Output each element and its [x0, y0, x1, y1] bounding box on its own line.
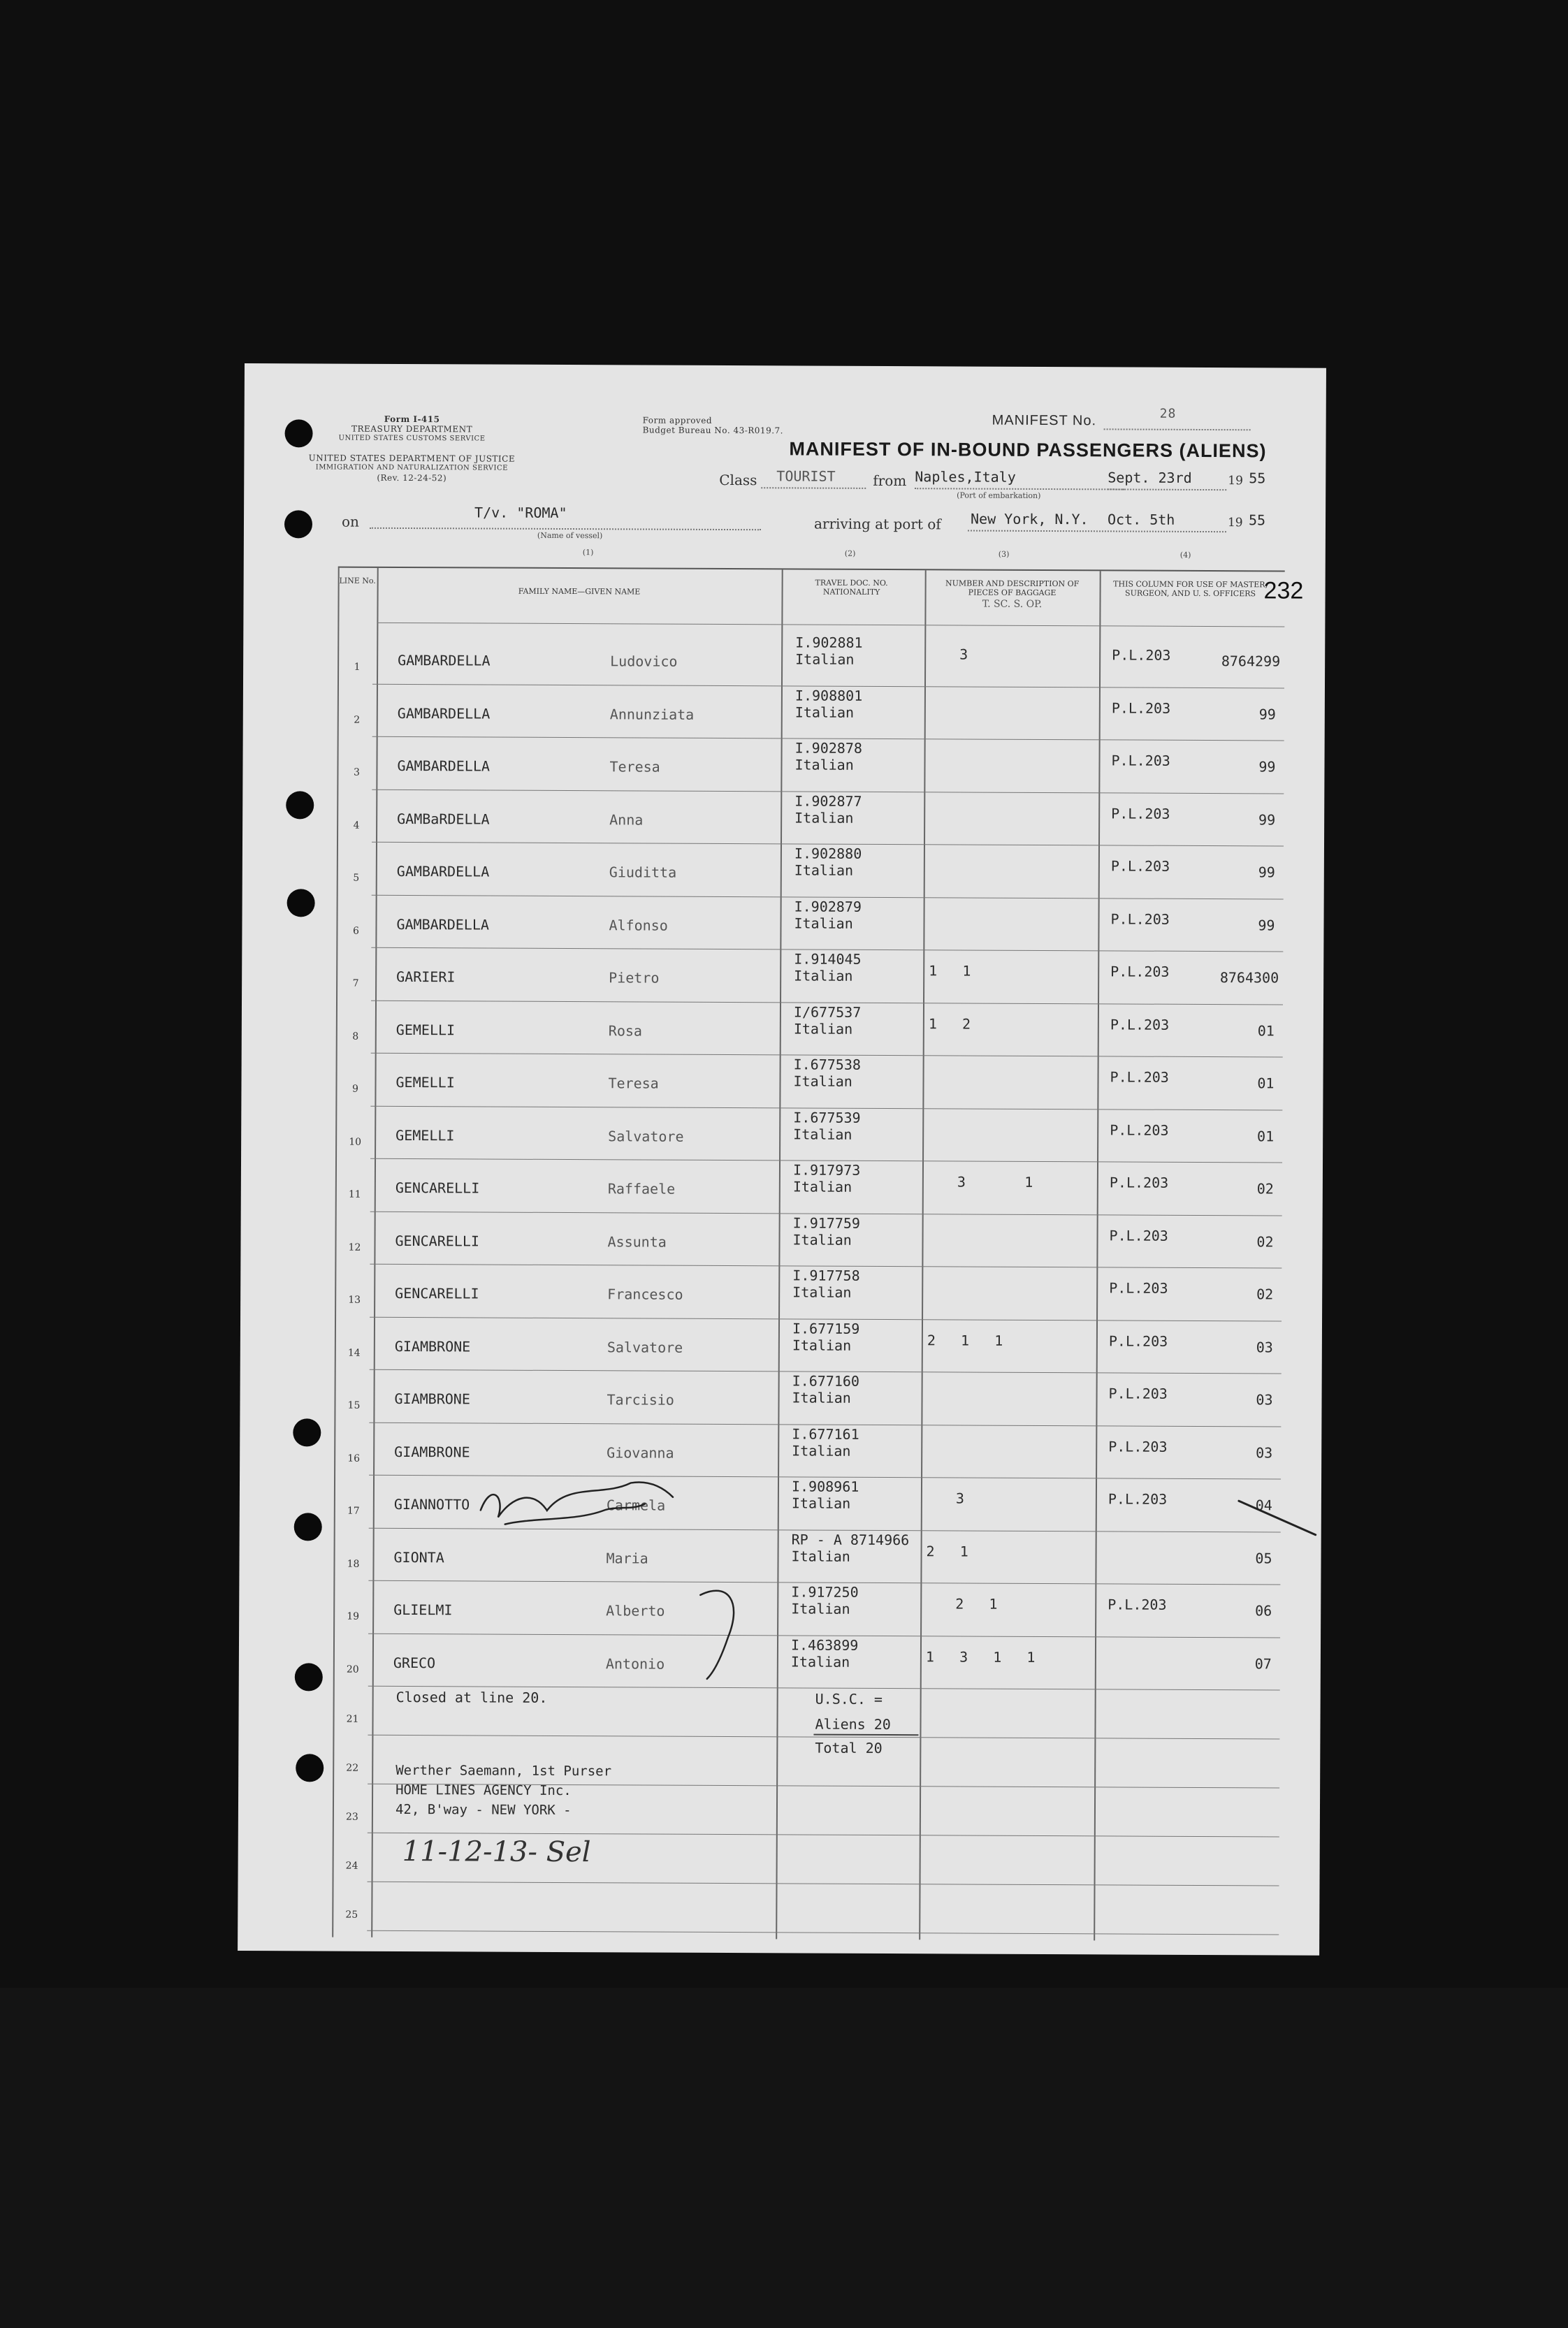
on-label: on	[341, 513, 359, 530]
col-head-baggage-sub: T. SC. S. OP.	[982, 598, 1043, 610]
given-name: Giovanna	[607, 1443, 674, 1462]
nationality: Italian	[792, 1283, 852, 1301]
given-name: Alfonso	[609, 916, 668, 934]
signature-scrawl	[505, 1504, 645, 1525]
line-number: 20	[346, 1664, 359, 1675]
baggage-count: 2 1 1	[927, 1331, 1003, 1349]
handwritten-note: 11-12-13- Sel	[402, 1835, 591, 1869]
departure-year: 55	[1249, 470, 1266, 487]
family-name: GAMBARDELLA	[396, 915, 490, 933]
officer-pl: P.L.203	[1111, 804, 1170, 822]
form-revision: (Rev. 12-24-52)	[377, 472, 447, 483]
officer-code: 8764300	[1219, 969, 1279, 987]
family-name: GIAMBRONE	[394, 1390, 470, 1408]
nationality: Italian	[794, 914, 853, 932]
officer-pl: P.L.203	[1108, 1332, 1168, 1350]
nationality: Italian	[792, 1441, 851, 1460]
line-number: 25	[345, 1909, 358, 1921]
approved-line1: Form approved	[642, 415, 713, 425]
travel-doc-no: I.677161	[792, 1425, 859, 1443]
given-name: Antonio	[605, 1654, 665, 1673]
strike-line	[1239, 1501, 1316, 1534]
line-number: 15	[347, 1399, 361, 1411]
given-name: Teresa	[608, 1075, 659, 1092]
travel-doc-no: I.902880	[794, 845, 862, 862]
officer-pl: P.L.203	[1112, 646, 1171, 664]
col-head-name: FAMILY NAME—GIVEN NAME	[518, 586, 641, 597]
officer-pl: P.L.203	[1110, 963, 1170, 980]
officer-pl: P.L.203	[1108, 1490, 1168, 1508]
col-num-1: (1)	[582, 548, 594, 558]
aliens-count: Aliens 20	[815, 1715, 891, 1733]
agency-name: HOME LINES AGENCY Inc.	[395, 1782, 572, 1799]
nationality: Italian	[794, 808, 854, 827]
nationality: Italian	[791, 1600, 850, 1617]
officer-pl: P.L.203	[1109, 1226, 1168, 1244]
family-name: GEMELLI	[395, 1126, 455, 1144]
officer-pl: P.L.203	[1111, 752, 1170, 769]
purser-name: Werther Saemann, 1st Purser	[395, 1762, 612, 1780]
travel-doc-no: I.677159	[792, 1319, 860, 1337]
travel-doc-no: I.917973	[792, 1161, 861, 1179]
dept-justice: UNITED STATES DEPARTMENT OF JUSTICE	[308, 453, 516, 464]
officer-code: 06	[1255, 1602, 1272, 1620]
col-head-travel: TRAVEL DOC. NO. NATIONALITY	[815, 578, 888, 597]
officer-code: 03	[1256, 1338, 1273, 1355]
officer-code: 05	[1255, 1549, 1272, 1566]
manifest-page	[238, 363, 1326, 1956]
travel-doc-no: RP - A 8714966	[791, 1530, 910, 1548]
family-name: GAMBARDELLA	[396, 862, 490, 880]
year-prefix: 19	[1228, 474, 1243, 488]
officer-code: 99	[1258, 758, 1276, 776]
line-number: 18	[347, 1558, 360, 1570]
officer-pl: P.L.203	[1108, 1437, 1168, 1455]
manifest-label: MANIFEST No.	[992, 412, 1097, 429]
family-name: GEMELLI	[395, 1021, 456, 1038]
nationality: Italian	[793, 1019, 853, 1038]
col-head-line: LINE No.	[339, 576, 376, 585]
closed-at-line: Closed at line 20.	[395, 1688, 548, 1706]
officer-pl: P.L.203	[1110, 1121, 1169, 1139]
line-number: 19	[347, 1610, 360, 1622]
travel-doc-no: I.463899	[790, 1636, 859, 1654]
family-name: GENCARELLI	[395, 1232, 479, 1249]
line-number: 3	[353, 766, 360, 778]
line-number: 9	[351, 1083, 358, 1095]
family-name: GIONTA	[393, 1548, 444, 1566]
line-number: 7	[352, 977, 359, 989]
given-name: Salvatore	[607, 1338, 683, 1356]
line-number: 10	[349, 1136, 362, 1148]
page-number-stamp: 232	[1263, 577, 1304, 604]
line-number: 14	[347, 1347, 361, 1359]
baggage-count: 1 2	[928, 1014, 971, 1033]
nationality: Italian	[791, 1494, 851, 1512]
family-name: GAMBARDELLA	[397, 704, 491, 722]
approved-line2: Budget Bureau No. 43-R019.7.	[642, 425, 784, 436]
given-name: Giuditta	[609, 864, 677, 881]
nationality: Italian	[794, 703, 855, 721]
travel-doc-no: I.914045	[794, 950, 862, 968]
line-number: 1	[354, 661, 361, 673]
officer-pl: P.L.203	[1110, 910, 1170, 928]
line-number: 21	[346, 1713, 359, 1725]
officer-code: 01	[1257, 1075, 1275, 1092]
family-name: GEMELLI	[395, 1073, 455, 1091]
family-name: GAMBaRDELLA	[397, 810, 490, 828]
officer-code: 03	[1256, 1443, 1273, 1461]
officer-pl: P.L.203	[1108, 1385, 1168, 1402]
family-name: GENCARELLI	[395, 1284, 479, 1302]
given-name: Anna	[609, 810, 644, 828]
travel-doc-no: I.917250	[791, 1583, 859, 1601]
officer-code: 02	[1256, 1180, 1274, 1198]
page-title: MANIFEST OF IN-BOUND PASSENGERS (ALIENS)	[789, 438, 1267, 462]
officer-pl: P.L.203	[1109, 1279, 1168, 1297]
nationality: Italian	[791, 1547, 850, 1565]
officer-code: 99	[1258, 810, 1276, 828]
given-name: Salvatore	[608, 1127, 684, 1145]
travel-doc-no: I.917759	[792, 1214, 861, 1232]
line-number: 17	[347, 1505, 360, 1517]
usc-count: U.S.C. =	[815, 1690, 883, 1708]
nationality: Italian	[793, 1072, 852, 1090]
signature-scrawl	[481, 1481, 673, 1518]
nationality: Italian	[792, 1336, 852, 1354]
arriving-label: arriving at port of	[813, 515, 941, 533]
arrival-year: 55	[1248, 511, 1266, 529]
travel-doc-no: I.902877	[794, 792, 862, 810]
baggage-count: 3	[959, 646, 968, 663]
given-name: Assunta	[607, 1232, 667, 1251]
nationality: Italian	[790, 1652, 850, 1671]
col-num-3: (3)	[998, 549, 1010, 559]
line-number: 11	[348, 1188, 361, 1200]
family-name: GAMBARDELLA	[398, 651, 491, 669]
form-number: Form I-415	[384, 414, 440, 425]
line-number: 13	[348, 1294, 361, 1306]
travel-doc-no: I/677537	[793, 1003, 862, 1021]
given-name: Alberto	[606, 1602, 665, 1620]
nationality: Italian	[794, 967, 853, 984]
nationality: Italian	[792, 1230, 852, 1249]
family-name: GAMBARDELLA	[397, 757, 490, 775]
family-name: GENCARELLI	[395, 1179, 480, 1197]
officer-pl: P.L.203	[1110, 1068, 1169, 1086]
travel-doc-no: I.677160	[792, 1372, 860, 1390]
officer-code: 01	[1257, 1127, 1275, 1144]
travel-doc-no: I.908801	[794, 686, 863, 704]
departure-date: Sept. 23rd	[1108, 469, 1192, 486]
family-name: GARIERI	[396, 968, 456, 986]
scan-background	[0, 1988, 1568, 2328]
dept-treasury: TREASURY DEPARTMENT	[351, 423, 473, 435]
nationality: Italian	[795, 650, 855, 668]
given-name: Annunziata	[609, 705, 695, 723]
family-name: GLIELMI	[393, 1601, 453, 1619]
given-name: Ludovico	[610, 653, 678, 670]
col-num-2: (2)	[844, 548, 856, 558]
line-number: 8	[352, 1031, 359, 1042]
baggage-count: 2 1	[955, 1595, 998, 1613]
line-number: 16	[347, 1453, 361, 1464]
officer-code: 99	[1258, 705, 1276, 722]
officer-code: 04	[1255, 1497, 1272, 1514]
officer-code: 99	[1258, 864, 1275, 881]
travel-doc-no: I.902878	[794, 739, 862, 757]
given-name: Teresa	[609, 758, 660, 776]
travel-doc-no: I.902881	[795, 634, 863, 651]
year-prefix-2: 19	[1227, 516, 1243, 530]
given-name: Raffaele	[607, 1180, 676, 1198]
nationality: Italian	[793, 1125, 852, 1143]
given-name: Carmela	[606, 1497, 666, 1514]
officer-code: 03	[1256, 1391, 1273, 1409]
nationality: Italian	[794, 756, 854, 773]
officer-pl: P.L.203	[1109, 1174, 1169, 1191]
baggage-count: 1 3 1 1	[925, 1647, 1036, 1666]
arrival-date: Oct. 5th	[1107, 511, 1175, 528]
officer-code: 02	[1256, 1286, 1274, 1303]
vessel-name: T/v. "ROMA"	[474, 504, 567, 522]
travel-doc-no: I.908961	[791, 1478, 859, 1495]
given-name: Rosa	[608, 1021, 643, 1039]
family-name: GIANNOTTO	[393, 1495, 470, 1513]
line-number: 22	[346, 1762, 359, 1774]
officer-code: 02	[1256, 1232, 1274, 1250]
nationality: Italian	[792, 1178, 852, 1195]
handwriting-overlay	[238, 363, 1326, 1956]
from-value: Naples,Italy	[915, 468, 1016, 486]
baggage-count: 3	[955, 1490, 965, 1507]
class-value: TOURIST	[776, 467, 836, 485]
line-number: 6	[352, 925, 359, 937]
signature-scrawl	[700, 1591, 734, 1679]
line-number: 5	[353, 872, 360, 884]
baggage-count: 3 1	[957, 1173, 1033, 1191]
given-name: Tarcisio	[607, 1391, 674, 1409]
travel-doc-no: I.677539	[793, 1108, 861, 1126]
officer-pl: P.L.203	[1110, 857, 1170, 875]
family-name: GIAMBRONE	[394, 1337, 471, 1355]
officer-code: 07	[1254, 1654, 1272, 1672]
port-embark-caption: (Port of embarkation)	[957, 490, 1041, 500]
col-head-baggage: NUMBER AND DESCRIPTION OF PIECES OF BAGGAGE	[945, 579, 1080, 598]
travel-doc-no: I.677538	[793, 1056, 862, 1073]
line-number: 4	[353, 820, 360, 831]
line-number: 24	[345, 1860, 358, 1872]
class-label: Class	[719, 471, 757, 489]
manifest-value: 28	[1159, 406, 1177, 421]
officer-code: 8764299	[1221, 653, 1281, 670]
given-name: Pietro	[609, 969, 660, 987]
arrival-port: New York, N.Y.	[970, 510, 1089, 528]
dept-ins: IMMIGRATION AND NATURALIZATION SERVICE	[315, 463, 508, 472]
officer-code: 99	[1258, 916, 1275, 933]
dept-customs: UNITED STATES CUSTOMS SERVICE	[338, 434, 486, 443]
officer-pl: P.L.203	[1111, 699, 1171, 717]
given-name: Francesco	[607, 1286, 683, 1303]
travel-doc-no: I.917758	[792, 1267, 860, 1284]
col-num-4: (4)	[1179, 550, 1191, 560]
from-label: from	[873, 472, 907, 490]
baggage-count: 1 1	[929, 962, 971, 980]
travel-doc-no: I.902879	[794, 897, 862, 915]
agency-address: 42, B'way - NEW YORK -	[395, 1801, 572, 1819]
officer-code: 01	[1257, 1021, 1275, 1039]
officer-pl: P.L.203	[1108, 1596, 1167, 1613]
baggage-count: 2 1	[926, 1542, 968, 1560]
nationality: Italian	[794, 861, 854, 879]
line-number: 12	[348, 1242, 361, 1253]
family-name: GRECO	[393, 1654, 436, 1671]
line-number: 2	[354, 714, 361, 726]
officer-pl: P.L.203	[1110, 1015, 1170, 1033]
nationality: Italian	[792, 1389, 851, 1406]
vessel-caption: (Name of vessel)	[537, 530, 603, 541]
col-head-officers: THIS COLUMN FOR USE OF MASTER, SURGEON, AND U. S. OFFICERS	[1113, 579, 1268, 599]
family-name: GIAMBRONE	[394, 1443, 470, 1460]
total-count: Total 20	[815, 1739, 883, 1757]
given-name: Maria	[606, 1549, 648, 1567]
line-number: 23	[345, 1811, 358, 1823]
